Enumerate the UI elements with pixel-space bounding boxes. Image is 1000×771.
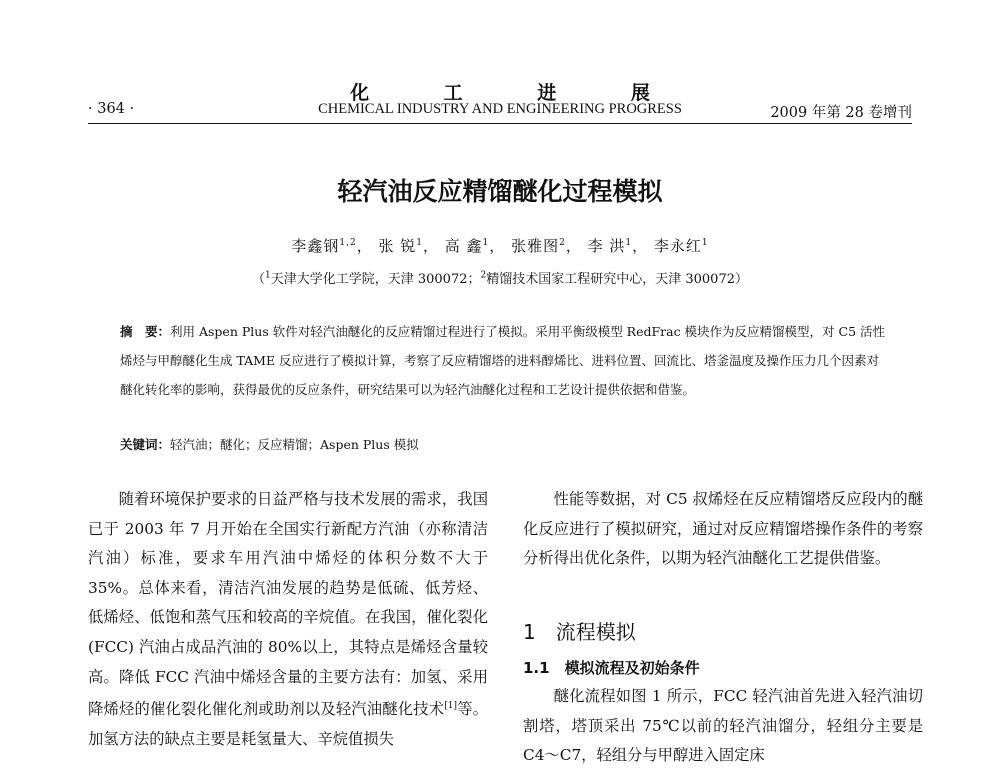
author-affiliation-mark: 1 (416, 238, 423, 248)
author-list: 李鑫钢$^{1,2}$， 张 锐$^1$， 高 鑫$^1$， 张雅图$^2$， 李 洪$^1$， 李永红$^1$ (291, 237, 709, 255)
affiliations: （$^1$天津大学化工学院，天津 300072；$^2$精馏技术国家工程研究中心，天津 300072） (251, 270, 748, 287)
running-header (88, 101, 912, 123)
author-affiliation-mark: 1 (482, 238, 490, 248)
body-paragraph: 随着环境保护要求的日益严格与技术发展的需求，我国已于 2003 年 7 月开始在全国实行新配方汽油（亦称清洁汽油）标准，要求车用汽油中烯烃的体积分数不大于 35%。总体来看，清洁汽油发展的趋势是低硫、低芳烃、低烯烃、低饱和蒸气压和较高的辛烷值。在我国，催化裂化(FCC) 汽油占成品汽油的 80%以上，其特点是烯烃含量较高。降低 FCC 汽油中烯烃含量的主要方法有：加氢、采用降烯烃的催化裂化催化剂或助剂以及轻汽油醚化技术[1]等。加氢方法的缺点主要是耗氢量大、辛烷值损失 (88, 490, 488, 748)
affiliation-2: 精馏技术国家工程研究中心，天津 300072） (486, 272, 748, 287)
author-affiliation-mark: 1,2 (339, 238, 357, 248)
issue-info: 2009 年第 28 卷增刊 (770, 105, 912, 121)
body-column-right (523, 485, 923, 574)
author-affiliation-mark: 2 (559, 238, 566, 248)
body-column-right-continued (523, 682, 923, 771)
section-heading: 1 流程模拟 (523, 620, 636, 644)
author-name: 李永红 (653, 237, 702, 255)
keywords (120, 435, 890, 453)
page-number: · 364 · (88, 101, 135, 117)
keywords-label: 关键词： (120, 437, 171, 452)
citation: [1] (444, 701, 457, 712)
body-paragraph: 性能等数据，对 C5 叔烯烃在反应精馏塔反应段内的醚化反应进行了模拟研究，通过对反应精馏塔操作条件的考察分析得出优化条件，以期为轻汽油醚化工艺提供借鉴。 (523, 490, 923, 568)
author-name: 张雅图 (511, 237, 560, 255)
author-affiliation-mark: 1 (625, 238, 633, 248)
subsection-heading: 1.1 模拟流程及初始条件 (523, 659, 700, 677)
header-rule (88, 123, 912, 124)
author-name: 高 鑫 (444, 237, 483, 255)
article-title: 轻汽油反应精馏醚化过程模拟 (337, 177, 663, 206)
abstract-text: 利用 Aspen Plus 软件对轻汽油醚化的反应精馏过程进行了模拟。采用平衡级模型 RedFrac 模块作为反应精馏模型，对 C5 活性烯烃与甲醇醚化生成 TAME 反应进行了模拟计算，考察了反应精馏塔的进料醇烯比、进料位置、回流比、塔釜温度及操作压力几个因素对醚化转化率的影响，获得最优的反应条件，研究结果可以为轻汽油醚化过程和工艺设计提供依据和借鉴。 (120, 324, 886, 397)
journal-title-chinese: 化 工 进 展 (350, 82, 684, 104)
author-name: 李 洪 (587, 237, 626, 255)
author-affiliation-mark: 1 (701, 238, 709, 248)
author-name: 张 锐 (378, 237, 417, 255)
abstract (120, 317, 890, 404)
affiliation-1: 天津大学化工学院，天津 300072； (270, 272, 481, 287)
body-column-left (88, 485, 488, 754)
body-paragraph: 醚化流程如图 1 所示，FCC 轻汽油首先进入轻汽油切割塔，塔顶采出 75℃以前的轻汽油馏分，轻组分主要是 C4～C7，轻组分与甲醇进入固定床 (523, 687, 923, 765)
journal-title-english: CHEMICAL INDUSTRY AND ENGINEERING PROGRESS (318, 101, 682, 117)
abstract-label: 摘 要： (120, 324, 171, 339)
keywords-text: 轻汽油；醚化；反应精馏；Aspen Plus 模拟 (170, 437, 419, 452)
author-name: 李鑫钢 (291, 237, 340, 255)
